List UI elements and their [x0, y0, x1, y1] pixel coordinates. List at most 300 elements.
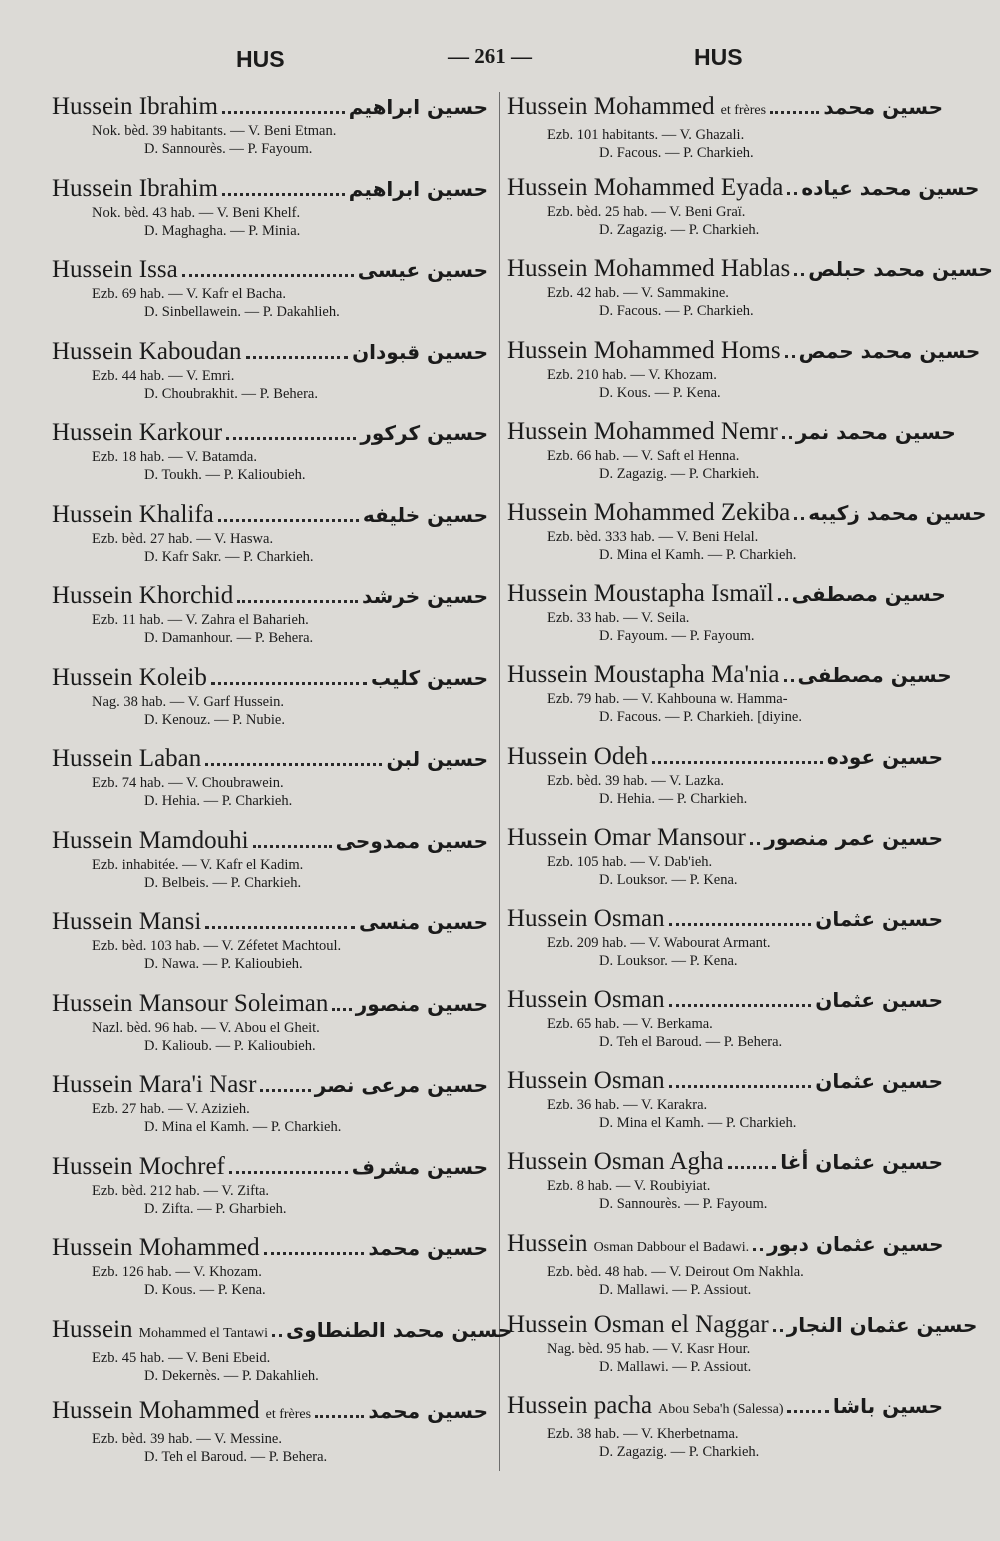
directory-entry [52, 418, 488, 500]
entry-details [52, 448, 488, 484]
entry-heading [507, 1147, 943, 1177]
page-header [0, 40, 1000, 80]
entry-name [52, 826, 249, 856]
entry-arabic-name: حسين عثمان [815, 906, 943, 931]
entry-name-main: Hussein pacha [507, 1392, 653, 1419]
entry-arabic-name: حسين مصطفى [791, 582, 946, 607]
directory-entry [52, 1396, 488, 1478]
entry-name-main: Hussein Omar Mansour [507, 823, 746, 851]
entry-name-main: Hussein Mohammed Eyada [507, 174, 784, 202]
entry-detail-line2: D. Zifta. — P. Gharbieh. [144, 1200, 287, 1217]
entry-name [507, 1066, 665, 1096]
entry-detail-line2: D. Louksor. — P. Kena. [599, 871, 738, 888]
entry-name [52, 907, 201, 937]
entry-heading [52, 1070, 488, 1100]
entry-name [52, 989, 328, 1019]
entry-heading [507, 985, 943, 1015]
entry-name-small: et frères [720, 103, 767, 118]
entry-arabic-name: حسين خليفه [362, 502, 488, 527]
entry-name-main: Hussein Mochref [52, 1152, 225, 1180]
entry-name [507, 1310, 769, 1340]
entry-name [52, 1070, 256, 1100]
entry-details [507, 1425, 943, 1461]
column-divider [499, 92, 500, 1471]
entry-details [507, 772, 943, 808]
entry-detail-line1: Ezb. 42 hab. — V. Sammakine. [547, 285, 729, 302]
entry-heading [52, 826, 488, 856]
entry-name-main: Hussein Mansi [52, 908, 202, 935]
leader-dots [728, 1166, 777, 1169]
entry-details [52, 937, 488, 973]
entry-detail-line1: Ezb. 66 hab. — V. Saft el Henna. [547, 447, 740, 464]
entry-detail-line2: D. Zagazig. — P. Charkieh. [599, 222, 760, 239]
entry-details [507, 853, 943, 889]
leader-dots [794, 273, 804, 276]
entry-arabic-name: حسين كركور [360, 421, 488, 445]
entry-detail-line2: D. Facous. — P. Charkieh. [diyine. [599, 709, 802, 726]
entry-detail-line2: D. Sannourès. — P. Fayoum. [144, 141, 313, 157]
entry-detail-line1: Nag. bèd. 95 hab. — V. Kasr Hour. [547, 1340, 751, 1357]
entry-details [52, 1263, 488, 1299]
entry-detail-line2: D. Mina el Kamh. — P. Charkieh. [599, 1115, 797, 1132]
leader-dots [205, 763, 382, 766]
entry-details [507, 284, 943, 320]
entry-name-main: Hussein Koleib [52, 663, 207, 691]
entry-arabic-name: حسين منسى [358, 910, 488, 934]
entry-name-main: Hussein Osman [507, 1067, 665, 1095]
entry-arabic-name: حسين مصطفى [797, 663, 952, 688]
directory-entry [507, 742, 943, 823]
entry-arabic-name: حسين عثمان النجار [786, 1312, 978, 1337]
entry-name-main: Hussein Osman [507, 904, 665, 932]
entry-heading [507, 1310, 978, 1340]
entry-name [507, 254, 790, 284]
entry-name [52, 1233, 260, 1263]
entry-detail-line2: D. Facous. — P. Charkieh. [599, 303, 754, 320]
entry-name [52, 581, 233, 611]
directory-entry [507, 1066, 943, 1147]
entry-detail-line2: D. Sinbellawein. — P. Dakahlieh. [144, 304, 340, 320]
entry-heading [52, 1233, 488, 1263]
entry-detail-line2: D. Mallawi. — P. Assiout. [599, 1358, 752, 1375]
entry-detail-line1: Ezb. 45 hab. — V. Beni Ebeid. [92, 1349, 271, 1366]
entry-heading [52, 500, 488, 530]
entry-detail-line2: D. Hehia. — P. Charkieh. [599, 790, 748, 807]
entry-detail-line2: D. Mina el Kamh. — P. Charkieh. [144, 1119, 342, 1135]
entry-name-main: Hussein Odeh [507, 742, 648, 770]
entry-detail-line2: D. Hehia. — P. Charkieh. [144, 793, 293, 809]
entry-name [507, 92, 766, 126]
leader-dots [222, 111, 345, 114]
entry-name [52, 337, 242, 367]
directory-entry [507, 336, 981, 417]
entry-detail-line2: D. Teh el Baroud. — P. Behera. [599, 1034, 783, 1051]
entry-detail-line2: D. Facous. — P. Charkieh. [599, 145, 754, 161]
entry-detail-line1: Ezb. 27 hab. — V. Azizieh. [92, 1101, 250, 1117]
entry-name-main: Hussein Mohammed Homs [507, 336, 781, 364]
entry-detail-line1: Ezb. bèd. 212 hab. — V. Zifta. [92, 1182, 270, 1199]
entry-detail-line1: Ezb. 105 hab. — V. Dab'ieh. [547, 853, 713, 870]
entry-arabic-name: حسين لبن [386, 747, 488, 771]
leader-dots [260, 1089, 310, 1092]
directory-entry [507, 1391, 943, 1472]
entry-detail-line1: Ezb. bèd. 39 hab. — V. Messine. [92, 1431, 282, 1447]
entry-heading [507, 579, 946, 609]
entry-detail-line1: Ezb. 79 hab. — V. Kahbouna w. Hamma- [547, 691, 788, 708]
entry-name [507, 660, 780, 690]
entry-heading [52, 92, 488, 122]
entry-detail-line1: Nok. bèd. 43 hab. — V. Beni Khelf. [92, 204, 301, 221]
leader-dots [784, 679, 794, 682]
entry-heading [52, 337, 488, 367]
entry-detail-line2: D. Kous. — P. Kena. [599, 384, 721, 401]
directory-entry [507, 1147, 943, 1228]
entry-details [507, 126, 943, 162]
entry-detail-line1: Ezb. bèd. 103 hab. — V. Zéfetet Machtoul. [92, 938, 342, 954]
entry-details [507, 609, 943, 645]
entry-details [52, 367, 488, 403]
entry-name [52, 1315, 268, 1349]
entry-detail-line1: Ezb. 209 hab. — V. Wabourat Armant. [547, 934, 771, 951]
entry-heading [52, 744, 488, 774]
entry-details [507, 447, 943, 483]
entry-name-main: Hussein Ibrahim [52, 93, 218, 120]
entry-arabic-name: حسين عيسى [357, 258, 488, 282]
entry-details [507, 366, 943, 402]
directory-entry [507, 92, 943, 173]
entry-heading [507, 1066, 943, 1096]
entry-arabic-name: حسين كليب [370, 665, 488, 690]
entry-detail-line1: Ezb. 18 hab. — V. Batamda. [92, 449, 257, 465]
entry-details [507, 934, 943, 970]
directory-entry [507, 985, 943, 1066]
entry-name-main: Hussein Mohammed [52, 1397, 260, 1424]
entry-detail-line1: Ezb. bèd. 333 hab. — V. Beni Helal. [547, 528, 759, 545]
entry-heading [507, 660, 952, 690]
directory-entry [507, 498, 987, 579]
entry-heading [52, 581, 488, 611]
entry-name-main: Hussein Mohammed [52, 1234, 260, 1261]
entry-arabic-name: حسين محمد حمص [798, 338, 981, 363]
entry-detail-line1: Ezb. bèd. 48 hab. — V. Deirout Om Nakhla. [547, 1263, 804, 1280]
directory-entry [507, 417, 956, 498]
entry-heading [52, 663, 488, 693]
entry-name [507, 904, 665, 934]
directory-entry [507, 904, 943, 985]
entry-detail-line2: D. Kous. — P. Kena. [144, 1282, 266, 1298]
entry-name-main: Hussein [52, 1315, 133, 1343]
leader-dots [669, 923, 812, 926]
entry-name-main: Hussein Kaboudan [52, 337, 242, 365]
entry-name-main: Hussein Mansour Soleiman [52, 989, 329, 1017]
entry-details [507, 1096, 943, 1132]
entry-name-main: Hussein Khorchid [52, 582, 234, 609]
entry-name [52, 418, 222, 448]
entry-name-main: Hussein Karkour [52, 419, 223, 446]
entry-arabic-name: حسين عوده [826, 744, 943, 769]
entry-details [507, 1340, 943, 1376]
entry-name [507, 1229, 749, 1263]
entry-detail-line2: D. Zagazig. — P. Charkieh. [599, 465, 760, 482]
leader-dots [218, 519, 359, 522]
leader-dots [264, 1252, 365, 1255]
entry-name-main: Hussein Moustapha Ismaïl [507, 580, 774, 608]
leader-dots [226, 437, 356, 440]
leader-dots [332, 1008, 351, 1011]
entry-arabic-name: حسين محمد [368, 1399, 488, 1423]
entry-detail-line1: Ezb. 11 hab. — V. Zahra el Baharieh. [92, 612, 309, 628]
entry-name-main: Hussein Khalifa [52, 500, 214, 528]
entry-name-main: Hussein Ibrahim [52, 174, 218, 202]
entry-details [52, 204, 488, 240]
entry-arabic-name: حسين خرشد [362, 584, 488, 608]
entry-details [52, 774, 488, 810]
entry-arabic-name: حسين محمد [368, 1236, 488, 1260]
entry-name-main: Hussein [507, 1229, 588, 1257]
entry-arabic-name: حسين محمد زكيبه [808, 500, 987, 525]
directory-entry [507, 823, 943, 904]
entry-name-small: et frères [265, 1407, 312, 1422]
entry-name-main: Hussein Mamdouhi [52, 826, 249, 854]
entry-detail-line2: D. Mallawi. — P. Assiout. [599, 1281, 752, 1298]
entry-detail-line2: D. Kafr Sakr. — P. Charkieh. [144, 548, 314, 565]
entry-arabic-name: حسين مشرف [351, 1154, 488, 1179]
entry-details [52, 122, 488, 158]
entry-detail-line1: Ezb. bèd. 25 hab. — V. Beni Graï. [547, 204, 746, 221]
directory-entry [52, 92, 488, 174]
entry-arabic-name: حسين قبودان [352, 339, 488, 364]
entry-detail-line2: D. Zagazig. — P. Charkieh. [599, 1444, 760, 1460]
directory-entry [507, 1229, 943, 1310]
entry-heading [52, 907, 488, 937]
leader-dots [778, 598, 788, 601]
entry-detail-line2: D. Mina el Kamh. — P. Charkieh. [599, 546, 797, 563]
entry-details [52, 611, 488, 647]
entry-name [52, 1396, 311, 1430]
entry-detail-line1: Ezb. 65 hab. — V. Berkama. [547, 1016, 713, 1033]
leader-dots [253, 845, 332, 848]
entry-detail-line2: D. Maghagha. — P. Minia. [144, 222, 301, 239]
entry-name-main: Hussein Mohammed [507, 93, 715, 120]
entry-name [507, 1391, 783, 1425]
entry-details [52, 285, 488, 321]
entry-arabic-name: حسين محمد نمر [795, 419, 956, 444]
page-number: — 261 — [448, 44, 532, 68]
entry-detail-line2: D. Kenouz. — P. Nubie. [144, 711, 285, 728]
entry-name-main: Hussein Osman Agha [507, 1148, 724, 1176]
entry-detail-line1: Ezb. inhabitée. — V. Kafr el Kadim. [92, 856, 304, 873]
entry-name [507, 579, 774, 609]
entry-arabic-name: حسين ممدوحى [335, 828, 488, 853]
leader-dots [205, 926, 355, 929]
entry-detail-line2: D. Choubrakhit. — P. Behera. [144, 385, 318, 402]
entry-detail-line1: Ezb. 36 hab. — V. Karakra. [547, 1097, 708, 1114]
directory-entry [52, 744, 488, 826]
leader-dots [272, 1334, 282, 1337]
entry-details [52, 1182, 488, 1218]
directory-entry [507, 254, 993, 335]
entry-detail-line1: Ezb. 210 hab. — V. Khozam. [547, 366, 717, 383]
entry-name-main: Hussein Osman el Naggar [507, 1310, 769, 1338]
leader-dots [315, 1415, 364, 1418]
entry-heading [52, 989, 488, 1019]
leader-dots [753, 1248, 763, 1251]
right-column [507, 92, 993, 1472]
entry-heading [52, 1315, 513, 1349]
leader-dots [787, 192, 797, 195]
directory-entry [52, 907, 488, 989]
directory-entry [52, 581, 488, 663]
entry-name [507, 742, 648, 772]
leader-dots [669, 1085, 812, 1088]
leader-dots [652, 761, 823, 764]
entry-detail-line2: D. Kalioub. — P. Kalioubieh. [144, 1037, 316, 1054]
entry-heading [52, 1152, 488, 1182]
entry-arabic-name: حسين محمد عياده [801, 176, 980, 201]
entry-name [52, 92, 218, 122]
header-left-keyword: HUS [236, 46, 285, 72]
entry-detail-line1: Ezb. 8 hab. — V. Roubiyiat. [547, 1178, 711, 1195]
entry-details [52, 1019, 488, 1055]
entry-heading [507, 417, 956, 447]
entry-detail-line1: Ezb. 69 hab. — V. Kafr el Bacha. [92, 286, 286, 302]
leader-dots [785, 355, 795, 358]
leader-dots [794, 517, 804, 520]
entry-name [507, 823, 746, 853]
entry-detail-line1: Ezb. 74 hab. — V. Choubrawein. [92, 775, 284, 791]
entry-heading [507, 254, 993, 284]
leader-dots [669, 1004, 812, 1007]
entry-heading [507, 173, 980, 203]
entry-heading [52, 1396, 488, 1430]
entry-detail-line1: Ezb. 101 habitants. — V. Ghazali. [547, 127, 745, 143]
entry-arabic-name: حسين باشا [832, 1394, 943, 1418]
entry-details [52, 856, 488, 892]
entry-detail-line2: D. Damanhour. — P. Behera. [144, 630, 314, 646]
directory-entry [52, 174, 488, 256]
directory-entry [507, 1310, 978, 1391]
entry-detail-line1: Nag. 38 hab. — V. Garf Hussein. [92, 693, 284, 710]
directory-entry [52, 1233, 488, 1315]
directory-entry [52, 989, 488, 1071]
entry-details [507, 1015, 943, 1051]
entry-arabic-name: حسين عثمان [815, 988, 943, 1013]
entry-details [507, 690, 943, 726]
entry-heading [507, 1229, 943, 1263]
entry-name [507, 498, 790, 528]
entry-detail-line2: D. Louksor. — P. Kena. [599, 952, 738, 969]
entry-name-main: Hussein Mohammed Nemr [507, 417, 778, 445]
directory-entry [52, 500, 488, 582]
entry-arabic-name: حسين عثمان أغا [780, 1150, 943, 1175]
entry-detail-line1: Nazl. bèd. 96 hab. — V. Abou el Gheit. [92, 1019, 320, 1036]
entry-details [52, 1349, 488, 1385]
entry-detail-line2: D. Nawa. — P. Kalioubieh. [144, 956, 303, 972]
entry-name-main: Hussein Mara'i Nasr [52, 1071, 257, 1098]
entry-name [52, 174, 218, 204]
entry-details [507, 1177, 943, 1213]
entry-name-small: Abou Seba'h (Salessa) [658, 1402, 784, 1417]
directory-entry [52, 1152, 488, 1234]
entry-name [507, 417, 778, 447]
entry-details [52, 530, 488, 566]
entry-details [52, 1430, 488, 1466]
entry-name [507, 1147, 724, 1177]
entry-name-main: Hussein Mohammed Hablas [507, 255, 791, 283]
entry-name [507, 336, 781, 366]
leader-dots [750, 842, 760, 845]
entry-detail-line2: D. Toukh. — P. Kalioubieh. [144, 467, 306, 483]
entry-details [507, 203, 943, 239]
entry-arabic-name: حسين محمد الطنطاوى [285, 1317, 513, 1342]
directory-entry [52, 255, 488, 337]
directory-entry [52, 663, 488, 745]
entry-arabic-name: حسين عثمان [815, 1069, 943, 1094]
entry-heading [52, 174, 488, 204]
entry-detail-line2: D. Teh el Baroud. — P. Behera. [144, 1449, 328, 1465]
entry-heading [507, 904, 943, 934]
entry-arabic-name: حسين عمر منصور [764, 825, 943, 850]
directory-entry [52, 826, 488, 908]
entry-detail-line2: D. Fayoum. — P. Fayoum. [599, 628, 755, 645]
leader-dots [246, 356, 349, 359]
leader-dots [222, 193, 345, 196]
entry-heading [507, 498, 987, 528]
entry-heading [52, 255, 488, 285]
entry-arabic-name: حسين محمد [823, 95, 943, 119]
entry-name [52, 500, 214, 530]
entry-name [52, 663, 207, 693]
leader-dots [237, 600, 358, 603]
entry-name [52, 744, 201, 774]
entry-name [507, 985, 665, 1015]
entry-heading [52, 418, 488, 448]
entry-detail-line1: Ezb. 38 hab. — V. Kherbetnama. [547, 1426, 739, 1442]
entry-details [507, 1263, 943, 1299]
entry-arabic-name: حسين عثمان دبور [767, 1231, 944, 1256]
directory-entry [507, 579, 946, 660]
entry-details [52, 693, 488, 729]
entry-details [52, 1100, 488, 1136]
entry-name-main: Hussein Moustapha Ma'nia [507, 661, 780, 689]
entry-name-main: Hussein Mohammed Zekiba [507, 498, 791, 526]
directory-entry [52, 1315, 513, 1397]
entry-detail-line1: Nok. bèd. 39 habitants. — V. Beni Etman. [92, 123, 337, 139]
entry-arabic-name: حسين ابراهيم [348, 176, 488, 201]
entry-heading [507, 1391, 943, 1425]
leader-dots [782, 436, 792, 439]
entry-name [52, 1152, 225, 1182]
entry-detail-line1: Ezb. bèd. 27 hab. — V. Haswa. [92, 530, 274, 547]
leader-dots [229, 1171, 348, 1174]
entry-heading [507, 823, 943, 853]
entry-name [507, 173, 783, 203]
entry-detail-line2: D. Dekernès. — P. Dakahlieh. [144, 1367, 319, 1384]
entry-arabic-name: حسين محمد حبلص [808, 257, 993, 282]
directory-entry [507, 173, 980, 254]
header-right-keyword: HUS [694, 44, 743, 70]
directory-entry [52, 337, 488, 419]
entry-name-main: Hussein Issa [52, 256, 178, 283]
left-column [52, 92, 513, 1478]
entry-name-main: Hussein Laban [52, 745, 202, 772]
entry-heading [507, 742, 943, 772]
entry-detail-line1: Ezb. 126 hab. — V. Khozam. [92, 1264, 262, 1280]
entry-detail-line2: D. Belbeis. — P. Charkieh. [144, 874, 302, 891]
directory-entry [52, 1070, 488, 1152]
entry-detail-line1: Ezb. bèd. 39 hab. — V. Lazka. [547, 772, 725, 789]
entry-details [507, 528, 943, 564]
